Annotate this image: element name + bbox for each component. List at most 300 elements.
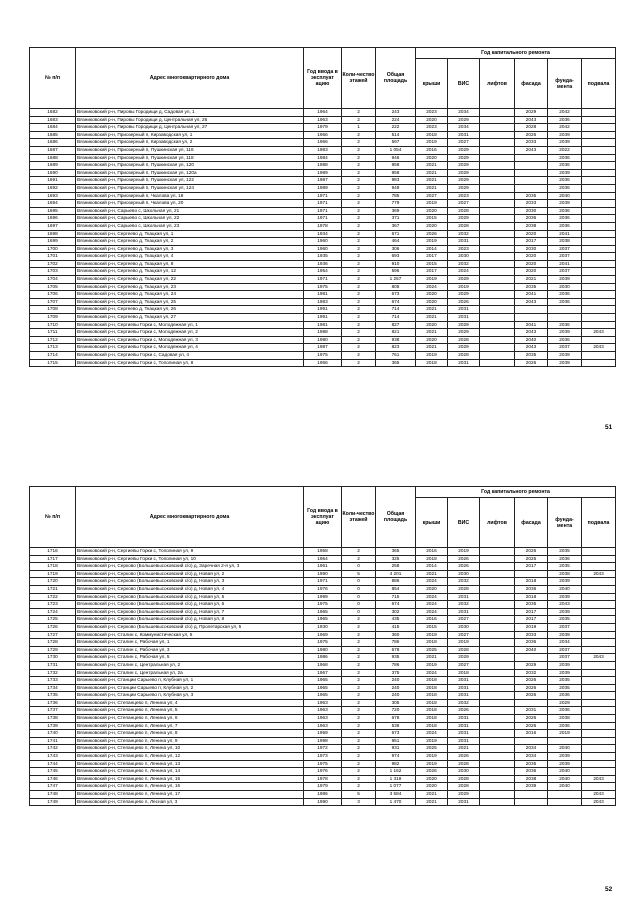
cell-lifts-year bbox=[480, 200, 515, 208]
document-page-51 bbox=[0, 0, 640, 440]
cell-facade-year bbox=[515, 570, 548, 578]
cell-floors: 2 bbox=[342, 707, 376, 715]
cell-roof-year: 2017 bbox=[416, 268, 448, 276]
col-address-header: Адрес многоквартирного дома bbox=[76, 48, 304, 109]
cell-floors: 5 bbox=[342, 791, 376, 799]
cell-foundation-year: 2036 bbox=[548, 722, 582, 730]
cell-vis-year: 2029 bbox=[448, 146, 480, 154]
cell-num: 1710 bbox=[30, 321, 76, 329]
cell-roof-year: 2024 bbox=[416, 608, 448, 616]
cell-floors: 0 bbox=[342, 585, 376, 593]
cell-num: 1723 bbox=[30, 601, 76, 609]
cell-facade-year: 2043 bbox=[515, 329, 548, 337]
cell-facade-year: 2020 bbox=[515, 260, 548, 268]
cell-basement-year: 2043 bbox=[582, 791, 616, 799]
cell-basement-year bbox=[582, 245, 616, 253]
cell-foundation-year: 2039 bbox=[548, 578, 582, 586]
cell-num: 1682 bbox=[30, 109, 76, 117]
cell-year: 1989 bbox=[304, 169, 342, 177]
cell-year: 1989 bbox=[304, 184, 342, 192]
cell-area: 240 bbox=[376, 692, 416, 700]
cell-foundation-year: 2039 bbox=[548, 631, 582, 639]
cell-num: 1698 bbox=[30, 230, 76, 238]
cell-floors: 2 bbox=[342, 692, 376, 700]
cell-roof-year: 2018 bbox=[416, 715, 448, 723]
cell-basement-year bbox=[582, 306, 616, 314]
cell-lifts-year bbox=[480, 321, 515, 329]
cell-floors: 2 bbox=[342, 245, 376, 253]
cell-address: Вязниковский р-н, Приозерный п, Пушкинская ул, 118 bbox=[76, 154, 304, 162]
table-row bbox=[30, 684, 616, 692]
cell-vis-year: 2031 bbox=[448, 306, 480, 314]
cell-lifts-year bbox=[480, 730, 515, 738]
cell-lifts-year bbox=[480, 623, 515, 631]
cell-roof-year: 2019 bbox=[416, 352, 448, 360]
cell-num: 1749 bbox=[30, 798, 76, 806]
cell-roof-year: 2020 bbox=[416, 291, 448, 299]
cell-vis-year: 2032 bbox=[448, 230, 480, 238]
cell-facade-year: 2021 bbox=[515, 276, 548, 284]
table-row bbox=[30, 699, 616, 707]
cell-vis-year: 2028 bbox=[448, 646, 480, 654]
cell-address: Вязниковский р-н, Сергиевы Горки с, Тополиная ул, 8 bbox=[76, 359, 304, 367]
cell-roof-year: 2014 bbox=[416, 245, 448, 253]
cell-year: 1998 bbox=[304, 737, 342, 745]
cell-foundation-year: 2029 bbox=[548, 699, 582, 707]
col-vis-header: ВИС bbox=[448, 498, 480, 548]
cell-num: 1697 bbox=[30, 222, 76, 230]
cell-lifts-year bbox=[480, 775, 515, 783]
cell-year: 1968 bbox=[304, 661, 342, 669]
cell-foundation-year: 2039 bbox=[548, 760, 582, 768]
cell-address: Вязниковский р-н, Сергиевы Горки с, Молодежная ул, 1 bbox=[76, 321, 304, 329]
cell-lifts-year bbox=[480, 169, 515, 177]
cell-roof-year: 2021 bbox=[416, 177, 448, 185]
cell-foundation-year: 2022 bbox=[548, 146, 582, 154]
cell-num: 1722 bbox=[30, 593, 76, 601]
cell-floors: 2 bbox=[342, 283, 376, 291]
cell-facade-year: 2032 bbox=[515, 669, 548, 677]
cell-vis-year: 2029 bbox=[448, 177, 480, 185]
cell-facade-year: 2034 bbox=[515, 753, 548, 761]
cell-year: 1965 bbox=[304, 616, 342, 624]
cell-basement-year bbox=[582, 192, 616, 200]
cell-lifts-year bbox=[480, 570, 515, 578]
cell-foundation-year: 2039 bbox=[548, 329, 582, 337]
cell-lifts-year bbox=[480, 563, 515, 571]
cell-floors: 2 bbox=[342, 661, 376, 669]
cell-address: Вязниковский р-н, Приозерный п, Пушкинская ул, 122 bbox=[76, 177, 304, 185]
cell-basement-year bbox=[582, 169, 616, 177]
cell-num: 1707 bbox=[30, 298, 76, 306]
cell-facade-year: 2043 bbox=[515, 116, 548, 124]
cell-vis-year: 2028 bbox=[448, 222, 480, 230]
cell-foundation-year: 2042 bbox=[548, 109, 582, 117]
cell-foundation-year: 2039 bbox=[548, 593, 582, 601]
cell-floors: 2 bbox=[342, 548, 376, 556]
cell-foundation-year: 2036 bbox=[548, 555, 582, 563]
cell-num: 1744 bbox=[30, 760, 76, 768]
cell-vis-year: 2031 bbox=[448, 238, 480, 246]
cell-basement-year bbox=[582, 753, 616, 761]
cell-lifts-year bbox=[480, 783, 515, 791]
cell-num: 1743 bbox=[30, 753, 76, 761]
cell-area: 1 162 bbox=[376, 768, 416, 776]
cell-basement-year bbox=[582, 737, 616, 745]
cell-roof-year: 2019 bbox=[416, 753, 448, 761]
cell-basement-year bbox=[582, 215, 616, 223]
cell-address: Вязниковский р-н, Степанцево п, Ленина ул, 17 bbox=[76, 791, 304, 799]
cell-year: 1973 bbox=[304, 753, 342, 761]
cell-facade-year: 2035 bbox=[515, 192, 548, 200]
cell-area: 224 bbox=[376, 116, 416, 124]
table-row bbox=[30, 563, 616, 571]
cell-address: Вязниковский р-н, Пировы Городищи д, Центральная ул, 26 bbox=[76, 116, 304, 124]
table-row bbox=[30, 215, 616, 223]
col-address-header: Адрес многоквартирного дома bbox=[76, 487, 304, 548]
table-row bbox=[30, 760, 616, 768]
cell-year: 1983 bbox=[304, 146, 342, 154]
cell-num: 1696 bbox=[30, 215, 76, 223]
col-facade-header: фасада bbox=[515, 498, 548, 548]
cell-floors: 1 bbox=[342, 124, 376, 132]
cell-address: Вязниковский р-н, Сергиевы Горки с, Молодежная ул, 3 bbox=[76, 336, 304, 344]
cell-num: 1747 bbox=[30, 783, 76, 791]
cell-num: 1706 bbox=[30, 291, 76, 299]
repair-schedule-table bbox=[29, 486, 616, 806]
cell-vis-year: 2032 bbox=[448, 260, 480, 268]
cell-roof-year: 2018 bbox=[416, 707, 448, 715]
cell-basement-year bbox=[582, 715, 616, 723]
cell-floors: 2 bbox=[342, 253, 376, 261]
cell-foundation-year: 2039 bbox=[548, 359, 582, 367]
cell-area: 693 bbox=[376, 253, 416, 261]
table-row bbox=[30, 677, 616, 685]
cell-foundation-year: 2038 bbox=[548, 238, 582, 246]
cell-area: 821 bbox=[376, 329, 416, 337]
cell-floors: 2 bbox=[342, 291, 376, 299]
table-row bbox=[30, 570, 616, 578]
cell-area: 240 bbox=[376, 677, 416, 685]
cell-num: 1733 bbox=[30, 677, 76, 685]
cell-vis-year: 2027 bbox=[448, 661, 480, 669]
cell-num: 1739 bbox=[30, 722, 76, 730]
cell-basement-year bbox=[582, 555, 616, 563]
cell-roof-year: 2020 bbox=[416, 775, 448, 783]
cell-lifts-year bbox=[480, 359, 515, 367]
cell-basement-year bbox=[582, 639, 616, 647]
table-row bbox=[30, 116, 616, 124]
cell-basement-year bbox=[582, 222, 616, 230]
cell-roof-year: 2021 bbox=[416, 791, 448, 799]
cell-floors: 2 bbox=[342, 306, 376, 314]
table-row bbox=[30, 646, 616, 654]
cell-floors: 2 bbox=[342, 329, 376, 337]
cell-roof-year: 2020 bbox=[416, 321, 448, 329]
cell-address: Вязниковский р-н, Степанцево п, Ленина ул, 5 bbox=[76, 707, 304, 715]
table-row bbox=[30, 585, 616, 593]
table-body bbox=[30, 548, 616, 806]
cell-lifts-year bbox=[480, 578, 515, 586]
cell-num: 1742 bbox=[30, 745, 76, 753]
cell-foundation-year: 2040 bbox=[548, 745, 582, 753]
cell-vis-year: 2031 bbox=[448, 798, 480, 806]
cell-year: 1971 bbox=[304, 215, 342, 223]
cell-basement-year bbox=[582, 616, 616, 624]
cell-vis-year: 2031 bbox=[448, 715, 480, 723]
cell-address: Вязниковский р-н, Серково (Большевысоковский с/о) д, Новая ул, 4 bbox=[76, 585, 304, 593]
cell-lifts-year bbox=[480, 268, 515, 276]
cell-foundation-year: 2039 bbox=[548, 352, 582, 360]
cell-basement-year bbox=[582, 146, 616, 154]
cell-basement-year bbox=[582, 154, 616, 162]
cell-area: 935 bbox=[376, 654, 416, 662]
cell-area: 714 bbox=[376, 306, 416, 314]
cell-foundation-year: 2037 bbox=[548, 253, 582, 261]
cell-foundation-year: 2036 bbox=[548, 154, 582, 162]
cell-area: 222 bbox=[376, 124, 416, 132]
cell-lifts-year bbox=[480, 791, 515, 799]
cell-num: 1721 bbox=[30, 585, 76, 593]
cell-basement-year: 2043 bbox=[582, 570, 616, 578]
cell-area: 514 bbox=[376, 131, 416, 139]
cell-facade-year: 2017 bbox=[515, 238, 548, 246]
cell-address: Вязниковский р-н, Сарыево с, Школьная ул, 23 bbox=[76, 222, 304, 230]
cell-num: 1703 bbox=[30, 268, 76, 276]
cell-facade-year: 2035 bbox=[515, 601, 548, 609]
cell-num: 1734 bbox=[30, 684, 76, 692]
cell-foundation-year: 2037 bbox=[548, 646, 582, 654]
cell-address: Вязниковский р-н, Сталин с, Рабочая ул, 1 bbox=[76, 639, 304, 647]
cell-floors: 2 bbox=[342, 268, 376, 276]
cell-facade-year: 2026 bbox=[515, 692, 548, 700]
cell-foundation-year: 2036 bbox=[548, 184, 582, 192]
cell-facade-year bbox=[515, 306, 548, 314]
cell-facade-year: 2029 bbox=[515, 661, 548, 669]
cell-year: 1963 bbox=[304, 116, 342, 124]
table-row bbox=[30, 109, 616, 117]
cell-year: 1978 bbox=[304, 222, 342, 230]
cell-roof-year: 2024 bbox=[416, 601, 448, 609]
cell-lifts-year bbox=[480, 352, 515, 360]
cell-num: 1746 bbox=[30, 775, 76, 783]
cell-address: Вязниковский р-н, Сталин с, Рабочая ул, 5 bbox=[76, 654, 304, 662]
cell-lifts-year bbox=[480, 669, 515, 677]
table-row bbox=[30, 791, 616, 799]
cell-lifts-year bbox=[480, 608, 515, 616]
cell-foundation-year: 2040 bbox=[548, 768, 582, 776]
cell-year: 1960 bbox=[304, 245, 342, 253]
cell-num: 1725 bbox=[30, 616, 76, 624]
col-basement-header: подвала bbox=[582, 498, 616, 548]
cell-facade-year: 2041 bbox=[515, 291, 548, 299]
cell-area: 302 bbox=[376, 608, 416, 616]
cell-address: Вязниковский р-н, Пировы Городищи д, Садовая ул, 1 bbox=[76, 109, 304, 117]
cell-basement-year bbox=[582, 124, 616, 132]
cell-year: 1963 bbox=[304, 715, 342, 723]
cell-basement-year bbox=[582, 669, 616, 677]
cell-vis-year: 2027 bbox=[448, 200, 480, 208]
cell-facade-year: 2036 bbox=[515, 639, 548, 647]
cell-roof-year: 2021 bbox=[416, 344, 448, 352]
table-row bbox=[30, 639, 616, 647]
cell-year: 1936 bbox=[304, 260, 342, 268]
cell-area: 938 bbox=[376, 336, 416, 344]
cell-num: 1709 bbox=[30, 314, 76, 322]
col-num-header: № п/п bbox=[30, 48, 76, 109]
cell-basement-year bbox=[582, 131, 616, 139]
cell-year: 1975 bbox=[304, 601, 342, 609]
cell-address: Вязниковский р-н, Сталин с, Рабочая ул, 3 bbox=[76, 646, 304, 654]
cell-year: 1960 bbox=[304, 238, 342, 246]
cell-address: Вязниковский р-н, Сергеево д, Ткацкая ул, 22 bbox=[76, 276, 304, 284]
cell-floors: 2 bbox=[342, 192, 376, 200]
table-row bbox=[30, 169, 616, 177]
cell-vis-year: 2030 bbox=[448, 623, 480, 631]
col-vis-header: ВИС bbox=[448, 59, 480, 109]
cell-num: 1732 bbox=[30, 669, 76, 677]
cell-floors: 2 bbox=[342, 669, 376, 677]
cell-floors: 2 bbox=[342, 737, 376, 745]
cell-year: 1966 bbox=[304, 359, 342, 367]
cell-area: 958 bbox=[376, 169, 416, 177]
cell-area: 305 bbox=[376, 699, 416, 707]
cell-roof-year: 2021 bbox=[416, 169, 448, 177]
cell-lifts-year bbox=[480, 344, 515, 352]
cell-vis-year: 2031 bbox=[448, 692, 480, 700]
cell-address: Вязниковский р-н, Сталин с, Центральная ул, 2 bbox=[76, 661, 304, 669]
table-row bbox=[30, 623, 616, 631]
cell-num: 1715 bbox=[30, 359, 76, 367]
table-row bbox=[30, 336, 616, 344]
cell-facade-year bbox=[515, 314, 548, 322]
cell-address: Вязниковский р-н, Серково (Большевысоковский с/о) д, Новая ул, 6 bbox=[76, 601, 304, 609]
cell-year: 1986 bbox=[304, 791, 342, 799]
cell-floors: 2 bbox=[342, 177, 376, 185]
table-row bbox=[30, 306, 616, 314]
cell-address: Вязниковский р-н, Сергеево д, Ткацкая ул, 3 bbox=[76, 245, 304, 253]
cell-num: 1690 bbox=[30, 169, 76, 177]
cell-area: 258 bbox=[376, 563, 416, 571]
cell-year: 1979 bbox=[304, 124, 342, 132]
cell-area: 715 bbox=[376, 593, 416, 601]
cell-lifts-year bbox=[480, 548, 515, 556]
cell-floors: 2 bbox=[342, 631, 376, 639]
cell-basement-year bbox=[582, 692, 616, 700]
cell-facade-year: 2040 bbox=[515, 336, 548, 344]
cell-lifts-year bbox=[480, 298, 515, 306]
cell-roof-year: 2018 bbox=[416, 692, 448, 700]
cell-vis-year: 2019 bbox=[448, 548, 480, 556]
table-row bbox=[30, 344, 616, 352]
cell-address: Вязниковский р-н, Степанцево п, Ленина ул, 12 bbox=[76, 753, 304, 761]
cell-roof-year: 2020 bbox=[416, 207, 448, 215]
cell-foundation-year: 2039 bbox=[548, 169, 582, 177]
cell-area: 597 bbox=[376, 139, 416, 147]
table-row bbox=[30, 245, 616, 253]
cell-foundation-year: 2035 bbox=[548, 677, 582, 685]
cell-vis-year: 2029 bbox=[448, 291, 480, 299]
cell-floors: 2 bbox=[342, 230, 376, 238]
cell-vis-year: 2019 bbox=[448, 283, 480, 291]
cell-basement-year bbox=[582, 699, 616, 707]
cell-year: 1999 bbox=[304, 593, 342, 601]
cell-facade-year: 2029 bbox=[515, 109, 548, 117]
table-row bbox=[30, 139, 616, 147]
cell-area: 982 bbox=[376, 760, 416, 768]
cell-area: 910 bbox=[376, 260, 416, 268]
cell-floors: 2 bbox=[342, 760, 376, 768]
cell-foundation-year: 2036 bbox=[548, 222, 582, 230]
cell-area: 805 bbox=[376, 283, 416, 291]
cell-facade-year: 2035 bbox=[515, 760, 548, 768]
cell-vis-year: 2034 bbox=[448, 109, 480, 117]
cell-address: Вязниковский р-н, Сергиевы Горки с, Тополиная ул, 10 bbox=[76, 555, 304, 563]
cell-address: Вязниковский р-н, Сергиевы Горки с, Садовая ул, 4 bbox=[76, 352, 304, 360]
cell-lifts-year bbox=[480, 601, 515, 609]
table-row bbox=[30, 184, 616, 192]
cell-facade-year: 2020 bbox=[515, 230, 548, 238]
cell-lifts-year bbox=[480, 737, 515, 745]
cell-roof-year: 2018 bbox=[416, 699, 448, 707]
cell-roof-year: 2019 bbox=[416, 661, 448, 669]
cell-floors: 0 bbox=[342, 608, 376, 616]
col-area-header: Общая площадь bbox=[376, 48, 416, 109]
cell-lifts-year bbox=[480, 753, 515, 761]
cell-foundation-year: 2043 bbox=[548, 601, 582, 609]
table-row bbox=[30, 692, 616, 700]
table-row bbox=[30, 722, 616, 730]
cell-roof-year: 2020 bbox=[416, 116, 448, 124]
cell-facade-year: 2025 bbox=[515, 555, 548, 563]
cell-foundation-year bbox=[548, 314, 582, 322]
cell-area: 367 bbox=[376, 222, 416, 230]
cell-roof-year: 2025 bbox=[416, 745, 448, 753]
cell-num: 1720 bbox=[30, 578, 76, 586]
table-row bbox=[30, 715, 616, 723]
cell-roof-year: 2019 bbox=[416, 631, 448, 639]
cell-area: 1 319 bbox=[376, 775, 416, 783]
cell-area: 538 bbox=[376, 722, 416, 730]
cell-basement-year bbox=[582, 314, 616, 322]
cell-vis-year: 2031 bbox=[448, 730, 480, 738]
table-row bbox=[30, 548, 616, 556]
cell-vis-year: 2027 bbox=[448, 139, 480, 147]
cell-roof-year: 2024 bbox=[416, 578, 448, 586]
cell-address: Вязниковский р-н, Степанцево п, Ленина ул, 6 bbox=[76, 715, 304, 723]
cell-floors: 2 bbox=[342, 753, 376, 761]
cell-area: 415 bbox=[376, 623, 416, 631]
cell-year: 1981 bbox=[304, 291, 342, 299]
cell-address: Вязниковский р-н, Степанцево п, Ленина ул, 15 bbox=[76, 775, 304, 783]
cell-year: 1963 bbox=[304, 699, 342, 707]
cell-vis-year: 2029 bbox=[448, 154, 480, 162]
cell-address: Вязниковский р-н, Серково (Большевысоковский с/о) д, Заречная 2-я ул, 3 bbox=[76, 563, 304, 571]
cell-basement-year bbox=[582, 177, 616, 185]
table-row bbox=[30, 654, 616, 662]
cell-basement-year bbox=[582, 646, 616, 654]
table-row bbox=[30, 631, 616, 639]
cell-roof-year: 2016 bbox=[416, 548, 448, 556]
col-area-header: Общая площадь bbox=[376, 487, 416, 548]
cell-facade-year: 2026 bbox=[515, 548, 548, 556]
cell-lifts-year bbox=[480, 238, 515, 246]
cell-roof-year: 2024 bbox=[416, 593, 448, 601]
cell-vis-year: 2023 bbox=[448, 245, 480, 253]
repair-year-group-header: Год капитального ремонта bbox=[416, 487, 616, 498]
cell-num: 1687 bbox=[30, 146, 76, 154]
cell-facade-year: 2017 bbox=[515, 608, 548, 616]
